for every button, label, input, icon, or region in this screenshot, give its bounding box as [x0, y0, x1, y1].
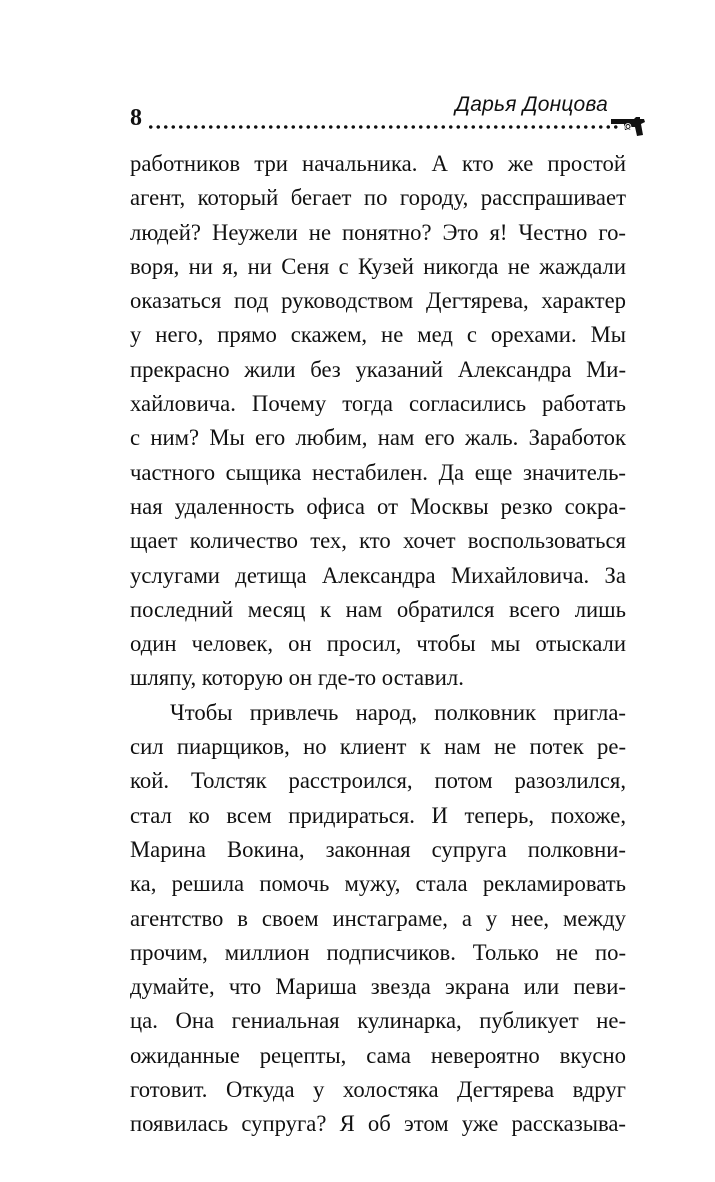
text-line: сил пиарщиков, но клиент к нам не потек ре- [130, 734, 626, 760]
paragraph-1 [130, 147, 626, 696]
text-line: прочим, миллион подписчиков. Только не по- [130, 939, 626, 965]
page-number: 8 [130, 105, 142, 131]
running-header [130, 88, 646, 140]
text-line: частного сыщика нестабилен. Да еще значитель- [130, 459, 626, 485]
body-text [130, 147, 626, 1142]
text-line: стал ко всем придираться. И теперь, похоже, [130, 802, 626, 828]
text-line: с ним? Мы его любим, нам его жаль. Заработок [130, 425, 626, 451]
text-line: готовит. Откуда у холостяка Дегтярева вдруг [130, 1077, 626, 1103]
text-line: воря, ни я, ни Сеня с Кузей никогда не жаждали [130, 253, 626, 279]
text-line: Чтобы привлечь народ, полковник пригла- [170, 699, 626, 725]
text-line: оказаться под руководством Дегтярева, характер [130, 288, 626, 314]
text-line: ожиданные рецепты, сама невероятно вкусно [130, 1042, 626, 1068]
text-line: думайте, что Мариша звезда экрана или певи- [130, 974, 626, 1000]
text-line: щает количество тех, кто хочет воспользоваться [130, 528, 626, 554]
text-line: услугами детища Александра Михайловича. За [130, 562, 626, 588]
text-line: Марина Вокина, законная супруга полковни- [130, 836, 626, 862]
revolver-icon [610, 110, 646, 138]
dotted-leader-line [147, 124, 619, 130]
text-line: появилась супруга? Я об этом уже рассказыва- [130, 1111, 626, 1137]
text-line: ка, решила помочь мужу, стала рекламировать [130, 871, 626, 897]
text-line: работников три начальника. А кто же простой [130, 151, 626, 176]
text-line: последний месяц к нам обратился всего лишь [130, 596, 626, 622]
text-line: кой. Толстяк расстроился, потом разозлился, [130, 768, 626, 794]
author-name: Дарья Донцова [455, 93, 608, 116]
text-line: прекрасно жили без указаний Александра Ми- [130, 356, 626, 382]
text-line: ца. Она гениальная кулинарка, публикует не- [130, 1008, 626, 1034]
text-line: шляпу, которую он где-то оставил. [130, 665, 464, 691]
text-line: агент, который бегает по городу, расспрашивает [130, 185, 626, 211]
paragraph-2 [130, 696, 626, 1142]
text-line: людей? Неужели не понятно? Это я! Честно го- [130, 219, 626, 245]
text-line: один человек, он просил, чтобы мы отыскали [130, 631, 626, 657]
text-line: хайловича. Почему тогда согласились работать [130, 391, 626, 417]
text-line: ная удаленность офиса от Москвы резко сокра- [130, 493, 626, 519]
text-line: агентство в своем инстаграме, а у нее, между [130, 905, 626, 931]
text-line: у него, прямо скажем, не мед с орехами. Мы [130, 322, 626, 348]
